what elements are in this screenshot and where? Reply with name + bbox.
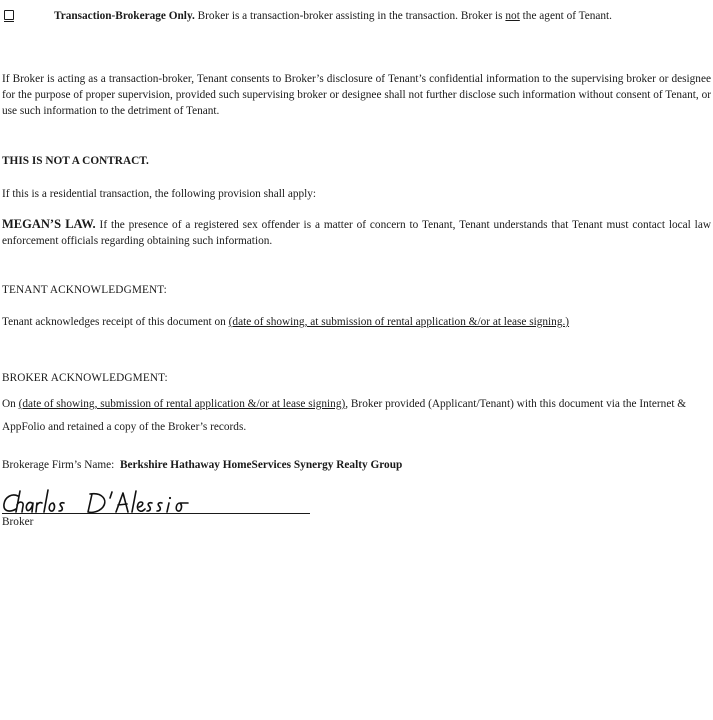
not-contract-heading: THIS IS NOT A CONTRACT.: [2, 155, 149, 167]
transaction-brokerage-title: Transaction-Brokerage Only.: [54, 10, 195, 22]
residential-line: If this is a residential transaction, the following provision shall apply:: [2, 188, 317, 200]
tenant-ack-line: [2, 314, 711, 330]
broker-ack-heading: BROKER ACKNOWLEDGMENT:: [2, 372, 168, 384]
broker-ack-paragraph: [2, 393, 711, 439]
megans-law-text: If the presence of a registered sex offender is a matter of concern to Tenant, Tenant understands that Tenant must contact local law enforcement officials regarding obtaining such information.: [2, 219, 711, 247]
broker-ack-prefix: On: [2, 398, 19, 410]
not-word: not: [505, 10, 520, 22]
transaction-brokerage-text-b: the agent of Tenant.: [519, 10, 612, 22]
megans-law-title: MEGAN’S LAW.: [2, 217, 96, 231]
broker-ack-suffix: , Broker provided (Applicant/Tenant) with this document via the Internet & AppFolio and retained a copy of the Broker’s records.: [2, 398, 687, 433]
firm-label: Brokerage Firm’s Name:: [2, 459, 115, 471]
checkbox-icon[interactable]: [4, 10, 14, 20]
megans-law-paragraph: [2, 216, 711, 249]
transaction-brokerage-paragraph: [2, 8, 711, 24]
tenant-ack-date-field[interactable]: (date of showing, at submission of rental application &/or at lease signing.): [228, 316, 570, 328]
tenant-ack-prefix: Tenant acknowledges receipt of this document on: [2, 316, 229, 328]
firm-name: Berkshire Hathaway HomeServices Synergy Realty Group: [119, 459, 403, 471]
broker-ack-date-field[interactable]: (date of showing, submission of rental application &/or at lease signing): [18, 398, 346, 410]
consent-paragraph: If Broker is acting as a transaction-broker, Tenant consents to Broker’s disclosure of Tenant’s confidential information to the supervising broker or designee for the purpose of proper supervision, provided such supervising broker or designee shall not further disclose such information without consent of Tenant, or use such information to the detriment of Tenant.: [2, 73, 711, 117]
firm-line: [2, 457, 711, 473]
transaction-brokerage-checkbox-wrap[interactable]: [2, 8, 54, 24]
tenant-ack-heading: TENANT ACKNOWLEDGMENT:: [2, 284, 167, 296]
signature-caption: Broker: [2, 516, 34, 528]
transaction-brokerage-text-a: Broker is a transaction-broker assisting in the transaction. Broker is: [194, 10, 506, 22]
